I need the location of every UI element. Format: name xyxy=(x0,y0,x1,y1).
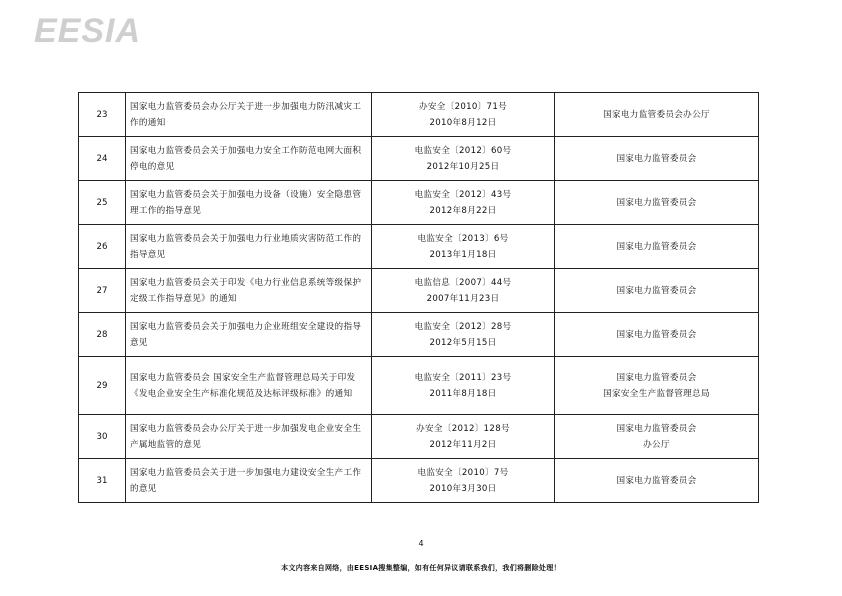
regulations-table xyxy=(78,92,759,503)
issuer-name: 国家电力监管委员会 xyxy=(616,153,697,164)
issuing-authority xyxy=(555,269,759,313)
table-row xyxy=(79,313,759,357)
issuer-name: 国家电力监管委员会 xyxy=(616,423,697,434)
document-reference xyxy=(372,459,555,503)
document-title: 国家电力监管委员会关于加强电力企业班组安全建设的指导意见 xyxy=(126,313,372,357)
issuer-name: 国家电力监管委员会 xyxy=(616,241,697,252)
eesia-logo: EESIA xyxy=(34,12,142,50)
issue-date: 2012年10月25日 xyxy=(426,161,500,172)
document-number: 电监安全〔2012〕43号 xyxy=(414,189,512,200)
issue-date: 2010年3月30日 xyxy=(429,483,497,494)
row-number: 23 xyxy=(79,93,126,137)
footer-notice: 本文内容来自网络，由EESIA搜集整编，如有任何异议请联系我们，我们将删除处理！ xyxy=(281,564,561,572)
document-title: 国家电力监管委员会 国家安全生产监督管理总局关于印发《发电企业安全生产标准化规范及达标评级标准》的通知 xyxy=(126,357,372,415)
document-reference xyxy=(372,313,555,357)
document-reference xyxy=(372,269,555,313)
document-number: 电监安全〔2012〕60号 xyxy=(414,145,512,156)
issuing-authority xyxy=(555,415,759,459)
issuing-authority xyxy=(555,313,759,357)
document-title: 国家电力监管委员会关于印发《电力行业信息系统等级保护定级工作指导意见》的通知 xyxy=(126,269,372,313)
table-row xyxy=(79,137,759,181)
document-number: 办安全〔2012〕128号 xyxy=(416,423,510,434)
document-number: 电监信息〔2007〕44号 xyxy=(414,277,512,288)
issuer-name: 国家电力监管委员会 xyxy=(616,285,697,296)
table-row xyxy=(79,459,759,503)
issuing-authority xyxy=(555,137,759,181)
issuer-name: 国家安全生产监督管理总局 xyxy=(603,388,710,399)
issue-date: 2011年8月18日 xyxy=(429,388,497,399)
document-number: 电监安全〔2012〕28号 xyxy=(414,321,512,332)
issue-date: 2012年5月15日 xyxy=(429,337,497,348)
issuing-authority xyxy=(555,181,759,225)
document-title: 国家电力监管委员会关于加强电力行业地质灾害防范工作的指导意见 xyxy=(126,225,372,269)
issuer-name: 办公厅 xyxy=(643,439,670,450)
table-row xyxy=(79,357,759,415)
issuer-name: 国家电力监管委员会办公厅 xyxy=(603,109,710,120)
document-number: 办安全〔2010〕71号 xyxy=(419,101,507,112)
issue-date: 2013年1月18日 xyxy=(429,249,497,260)
row-number: 30 xyxy=(79,415,126,459)
issuer-name: 国家电力监管委员会 xyxy=(616,197,697,208)
document-reference xyxy=(372,137,555,181)
row-number: 26 xyxy=(79,225,126,269)
issuer-name: 国家电力监管委员会 xyxy=(616,329,697,340)
table-row xyxy=(79,93,759,137)
issuing-authority xyxy=(555,459,759,503)
document-reference xyxy=(372,357,555,415)
issue-date: 2012年11月2日 xyxy=(429,439,497,450)
row-number: 29 xyxy=(79,357,126,415)
document-reference xyxy=(372,225,555,269)
table-row xyxy=(79,225,759,269)
document-title: 国家电力监管委员会办公厅关于进一步加强电力防汛减灾工作的通知 xyxy=(126,93,372,137)
row-number: 28 xyxy=(79,313,126,357)
issue-date: 2007年11月23日 xyxy=(426,293,500,304)
issuer-name: 国家电力监管委员会 xyxy=(616,372,697,383)
document-reference xyxy=(372,181,555,225)
table-row xyxy=(79,269,759,313)
issuing-authority xyxy=(555,225,759,269)
row-number: 31 xyxy=(79,459,126,503)
issuer-name: 国家电力监管委员会 xyxy=(616,475,697,486)
row-number: 24 xyxy=(79,137,126,181)
document-title: 国家电力监管委员会办公厅关于进一步加强发电企业安全生产属地监管的意见 xyxy=(126,415,372,459)
page-number: 4 xyxy=(418,539,424,548)
issue-date: 2010年8月12日 xyxy=(429,117,497,128)
document-number: 电监安全〔2010〕7号 xyxy=(417,467,509,478)
row-number: 27 xyxy=(79,269,126,313)
document-reference xyxy=(372,93,555,137)
table-row xyxy=(79,181,759,225)
document-title: 国家电力监管委员会关于加强电力安全工作防范电网大面积停电的意见 xyxy=(126,137,372,181)
document-number: 电监安全〔2013〕6号 xyxy=(417,233,509,244)
table-row xyxy=(79,415,759,459)
issuing-authority xyxy=(555,93,759,137)
issue-date: 2012年8月22日 xyxy=(429,205,497,216)
row-number: 25 xyxy=(79,181,126,225)
document-number: 电监安全〔2011〕23号 xyxy=(414,372,512,383)
document-title: 国家电力监管委员会关于加强电力设备（设施）安全隐患管理工作的指导意见 xyxy=(126,181,372,225)
document-reference xyxy=(372,415,555,459)
document-title: 国家电力监管委员会关于进一步加强电力建设安全生产工作的意见 xyxy=(126,459,372,503)
issuing-authority xyxy=(555,357,759,415)
